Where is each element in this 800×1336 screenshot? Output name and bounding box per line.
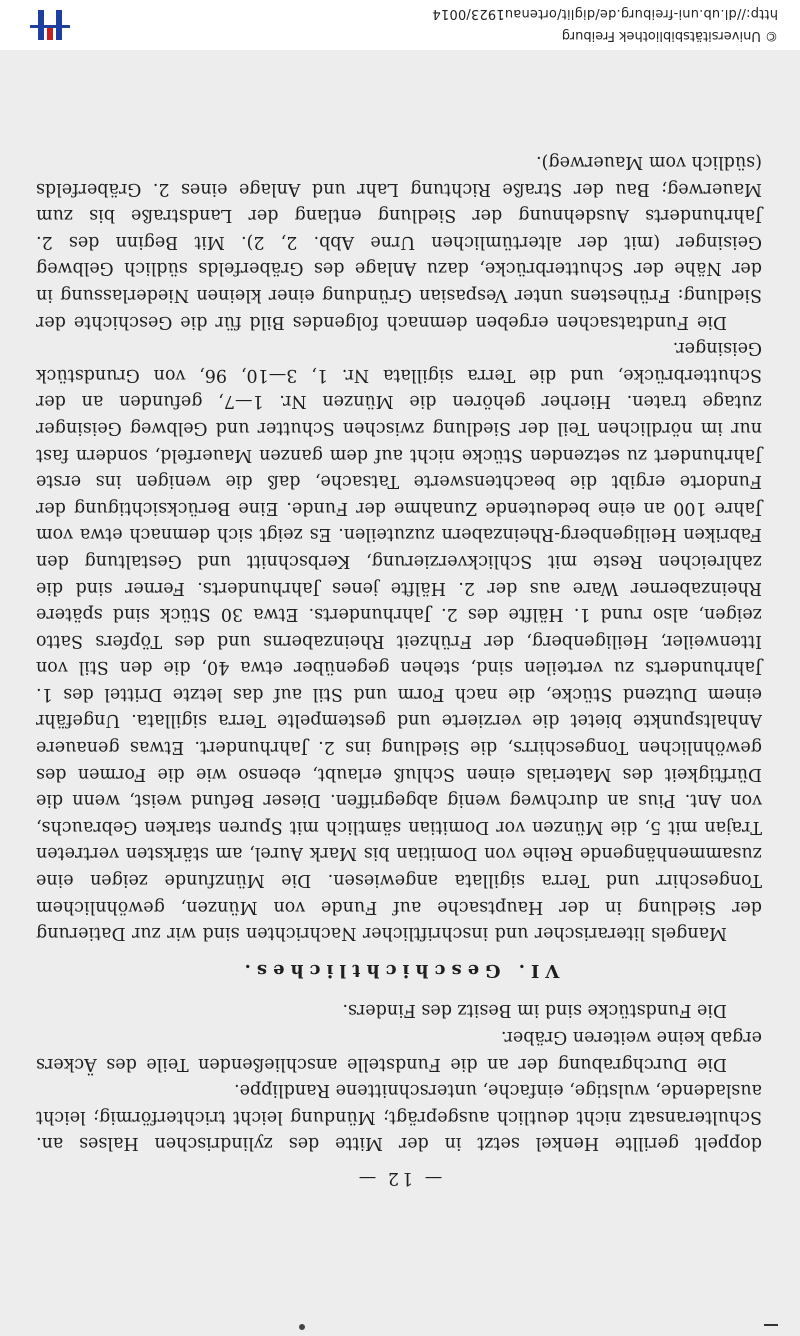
- paragraph: doppelt gerillte Henkel setzt in der Mitte des zylindrischen Halses an. Schulteransatz nicht deutlich ausgeprägt; Mündung leicht trichterförmig; leicht ausladende, wulstige, einfache, unterschnittene Randlippe.: [36, 1080, 762, 1154]
- source-url-link[interactable]: http://dl.ub.uni-freiburg.de/diglit/ortenau1923/0014: [432, 6, 778, 21]
- paragraph: Mangels literarischer und inschriftlicher Nachrichten sind wir zur Datierung der Siedlung in der Hauptsache auf Funde von Münzen, gewöhnlichem Tongeschirr und Terra sigillata angewiesen. Die Münzfunde zeigen eine zusammenhängende Reihe von Domitian bis Mark Aurel, am stärksten vertreten Trajan mit 5, die Münzen vor Domitian sämtlich mit Spuren starken Gebrauchs, von Ant. Pius an durchweg wenig abgegriffen. Dieser Befund weist, wenn die Dürftigkeit des Materials einen Schluß erlaubt, ebenso wie die Formen des gewöhnlichen Tongeschirrs, die Siedlung ins 2. Jahrhundert. Etwas genauere Anhaltspunkte bietet die verzierte und gestempelte Terra sigillata. Ungefähr einem Dutzend Stücke, die nach Form und Stil auf das letzte Drittel des 1. Jahrhunderts zu verteilen sind, stehen gegenüber etwa 40, die den Stil von Ittenweiler, Heiligenberg, der Frühzeit Rheinzaberns und des Töpfers Satto zeigen, also rund 1. Hälfte des 2. Jahrhunderts. Etwa 30 Stück sind spätere Rheinzaberner Ware aus der 2. Hälfte jenes Jahrhunderts. Ferner sind die zahlreichen Reste mit Schlickverzierung, Kerbschnitt und Gestaltung den Fabriken Heiligenberg-Rheinzabern zuzuteilen. Es zeigt sich demnach etwa vom Jahre 100 an eine bedeutende Zunahme der Funde. Eine Berücksichtigung der Fundorte ergibt die beachtenswerte Tatsache, daß die wenigen ins erste Jahrhundert zu setzenden Stücke nicht auf dem ganzen Mauerfeld, sondern fast nur im nördlichen Teil der Siedlung zwischen Schutter und Gelbweg Geisinger zutage traten. Hierher gehören die Münzen Nr. 1—7, gefunden an der Schutterbrücke, und die Terra sigillata Nr. 1, 3—10, 96, von Grundstück Geisinger.: [36, 338, 762, 944]
- page-text: [36, 148, 762, 1191]
- copyright-text: © Universitätsbibliothek Freiburg: [561, 28, 778, 43]
- footer-bar: [0, 0, 800, 50]
- paragraph: Die Fundstücke sind im Besitz des Finders.: [342, 1000, 727, 1021]
- paragraph: Die Fundtatsachen ergeben demnach folgendes Bild für die Geschichte der Siedlung: Frühestens unter Vespasian Gründung einer kleinen Niederlassung in der Nähe der Schutterbrücke, dazu Anlage des Gräberfelds südlich Gelbweg Geisinger (mit der altertümlichen Urne Abb. 2, 2). Mit Beginn des 2. Jahrhunderts Ausdehnung der Siedlung entlang der Landstraße bis zum Mauerweg; Bau der Straße Richtung Lahr und Anlage eines 2. Gräberfelds (südlich vom Mauerweg).: [36, 152, 762, 332]
- scan-dust-mark: [299, 1324, 305, 1330]
- section-heading: VI. Geschichtliches.: [238, 959, 560, 981]
- page-number: — 12 —: [355, 1168, 443, 1188]
- university-library-logo-icon: [30, 8, 70, 42]
- edge-mark: [764, 1324, 778, 1326]
- paragraph: Die Durchgrabung der an die Fundstelle anschließenden Teile des Äckers ergab keine weiteren Gräber.: [36, 1027, 762, 1074]
